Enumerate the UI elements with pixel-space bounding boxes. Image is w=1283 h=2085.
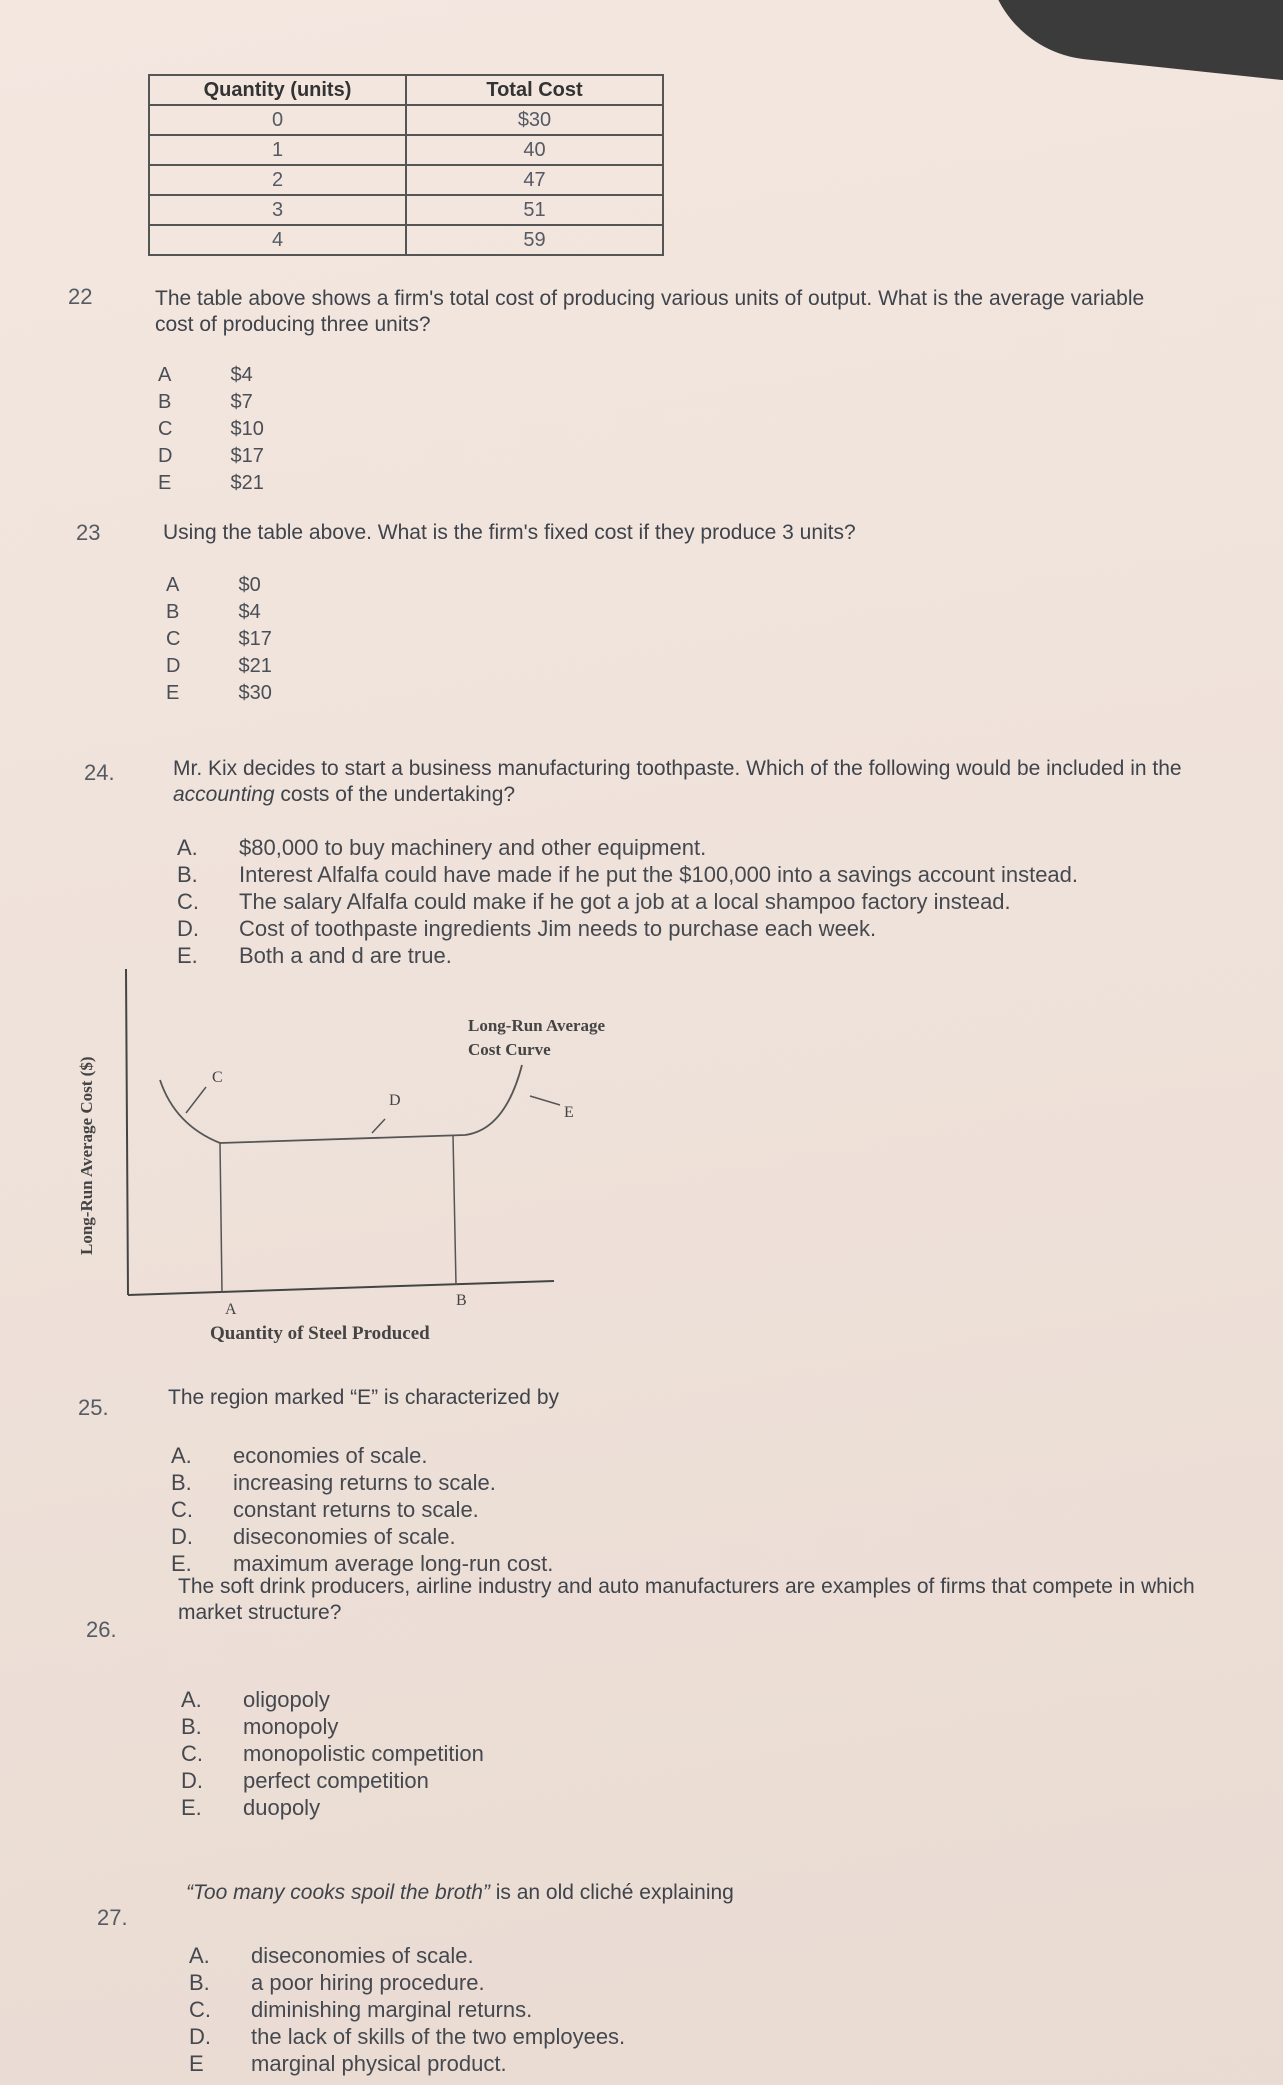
option-letter[interactable]: E — [166, 682, 180, 704]
curve-label-line-1: Long-Run Average — [468, 1016, 606, 1035]
option-letter[interactable]: D. — [177, 916, 199, 941]
option-text[interactable]: monopolistic competition — [243, 1741, 484, 1766]
option-text[interactable]: diseconomies of scale. — [251, 1943, 474, 1968]
option-text[interactable]: duopoly — [243, 1795, 321, 1820]
guide-line-b — [453, 1135, 456, 1285]
option-text[interactable]: $0 — [238, 574, 261, 596]
table-header-quantity: Quantity (units) — [149, 75, 406, 105]
question-number-22: 22 — [68, 284, 93, 309]
graph-label-b: B — [456, 1292, 467, 1309]
graph-label-a: A — [225, 1301, 237, 1318]
finger-shadow — [975, 0, 1283, 92]
option-text[interactable]: The salary Alfalfa could make if he got a job at a local shampoo factory instead. — [239, 889, 1011, 914]
graph-label-c: C — [212, 1069, 223, 1086]
option-letter[interactable]: D. — [189, 2024, 211, 2049]
question-26-stem: The soft drink producers, airline industry and auto manufacturers are examples of firms that compete in which market structure? — [178, 1575, 1195, 1624]
graph-label-e: E — [564, 1104, 574, 1121]
option-letter[interactable]: C. — [189, 1997, 211, 2022]
table-header-total-cost: Total Cost — [406, 75, 663, 105]
cost-table — [148, 74, 664, 256]
option-letter[interactable]: C. — [177, 889, 199, 914]
table-row: 0 $30 — [149, 105, 663, 135]
option-letter[interactable]: A. — [189, 1943, 210, 1968]
question-number-23: 23 — [76, 520, 101, 545]
option-text[interactable]: $17 — [238, 628, 272, 650]
question-27-stem: “Too many cooks spoil the broth” is an old cliché explaining — [186, 1881, 734, 1904]
option-text[interactable]: monopoly — [243, 1714, 339, 1739]
option-letter[interactable]: D — [166, 655, 181, 677]
option-text[interactable]: Cost of toothpaste ingredients Jim needs to purchase each week. — [239, 916, 877, 941]
option-letter[interactable]: B — [166, 601, 180, 623]
curve-label-line-2: Cost Curve — [468, 1040, 551, 1059]
question-26-options — [181, 1688, 1081, 1820]
option-letter[interactable]: D. — [171, 1524, 193, 1549]
question-number-24: 24. — [84, 760, 115, 785]
option-text[interactable]: $21 — [238, 655, 272, 677]
graph-label-d: D — [389, 1092, 401, 1109]
option-text[interactable]: diminishing marginal returns. — [251, 1997, 533, 2022]
option-letter[interactable]: D. — [181, 1768, 203, 1793]
table-row: 3 51 — [149, 195, 663, 225]
question-25-options — [171, 1444, 1071, 1576]
option-text[interactable]: constant returns to scale. — [233, 1497, 479, 1522]
pointer-c — [186, 1087, 206, 1113]
option-text[interactable]: economies of scale. — [233, 1443, 428, 1468]
option-letter[interactable]: E. — [171, 1551, 192, 1576]
option-letter[interactable]: B — [158, 391, 172, 413]
option-letter[interactable]: B. — [177, 862, 198, 887]
option-letter[interactable]: B. — [171, 1470, 192, 1495]
question-number-26: 26. — [86, 1617, 117, 1642]
option-letter[interactable]: B. — [189, 1970, 210, 1995]
option-letter[interactable]: A. — [177, 835, 198, 860]
option-text[interactable]: maximum average long-run cost. — [233, 1551, 554, 1576]
table-row: 2 47 — [149, 165, 663, 195]
graph-x-axis-label: Quantity of Steel Produced — [210, 1323, 430, 1344]
lrac-graph — [60, 965, 660, 1350]
option-letter[interactable]: D — [158, 445, 173, 467]
question-24-stem: Mr. Kix decides to start a business manufacturing toothpaste. Which of the following would be included in the accounting costs of the undertaking? — [173, 757, 1182, 806]
option-letter[interactable]: E — [158, 472, 172, 494]
option-text[interactable]: $17 — [230, 445, 264, 467]
option-text[interactable]: oligopoly — [243, 1687, 330, 1712]
option-text[interactable]: a poor hiring procedure. — [251, 1970, 485, 1995]
option-letter[interactable]: E — [189, 2051, 204, 2076]
table-row: 1 40 — [149, 135, 663, 165]
option-letter[interactable]: A — [158, 364, 172, 386]
question-23-options — [166, 574, 272, 705]
question-number-25: 25. — [78, 1395, 109, 1420]
question-23-stem: Using the table above. What is the firm's fixed cost if they produce 3 units? — [163, 521, 856, 544]
graph-x-axis — [128, 1281, 554, 1295]
option-letter[interactable]: E. — [177, 943, 198, 968]
question-22-stem: The table above shows a firm's total cost of producing various units of output. What is the average variable cost of producing three units? — [155, 287, 1145, 336]
table-row: 4 59 — [149, 225, 663, 255]
option-text[interactable]: $21 — [230, 472, 264, 494]
option-text[interactable]: $30 — [238, 682, 272, 704]
question-25-stem: The region marked “E” is characterized by — [168, 1386, 559, 1409]
graph-y-axis-label: Long-Run Average Cost ($) — [77, 1056, 96, 1255]
option-text[interactable]: increasing returns to scale. — [233, 1470, 496, 1495]
option-letter[interactable]: C — [158, 418, 173, 440]
option-text[interactable]: diseconomies of scale. — [233, 1524, 456, 1549]
question-27-options — [189, 1944, 1089, 2076]
option-text[interactable]: $7 — [230, 391, 253, 413]
option-text[interactable]: $4 — [230, 364, 253, 386]
pointer-d — [372, 1119, 385, 1133]
pointer-e — [530, 1096, 560, 1105]
option-text[interactable]: $10 — [230, 418, 264, 440]
option-letter[interactable]: C — [166, 628, 181, 650]
option-text[interactable]: Both a and d are true. — [239, 943, 452, 968]
option-text[interactable]: $80,000 to buy machinery and other equipment. — [239, 835, 707, 860]
question-22-options — [158, 364, 264, 495]
question-24-options — [177, 836, 1177, 968]
option-letter[interactable]: C. — [171, 1497, 193, 1522]
option-text[interactable]: the lack of skills of the two employees. — [251, 2024, 626, 2049]
option-letter[interactable]: A — [166, 574, 180, 596]
option-letter[interactable]: B. — [181, 1714, 202, 1739]
option-text[interactable]: Interest Alfalfa could have made if he put the $100,000 into a savings account instead. — [239, 862, 1079, 887]
option-text[interactable]: $4 — [238, 601, 261, 623]
guide-line-a — [220, 1143, 222, 1293]
option-letter[interactable]: A. — [171, 1443, 192, 1468]
option-letter[interactable]: C. — [181, 1741, 203, 1766]
question-number-27: 27. — [97, 1905, 128, 1930]
option-letter[interactable]: A. — [181, 1687, 202, 1712]
option-text[interactable]: perfect competition — [243, 1768, 429, 1793]
option-text[interactable]: marginal physical product. — [251, 2051, 507, 2076]
option-letter[interactable]: E. — [181, 1795, 202, 1820]
graph-y-axis — [126, 969, 128, 1295]
